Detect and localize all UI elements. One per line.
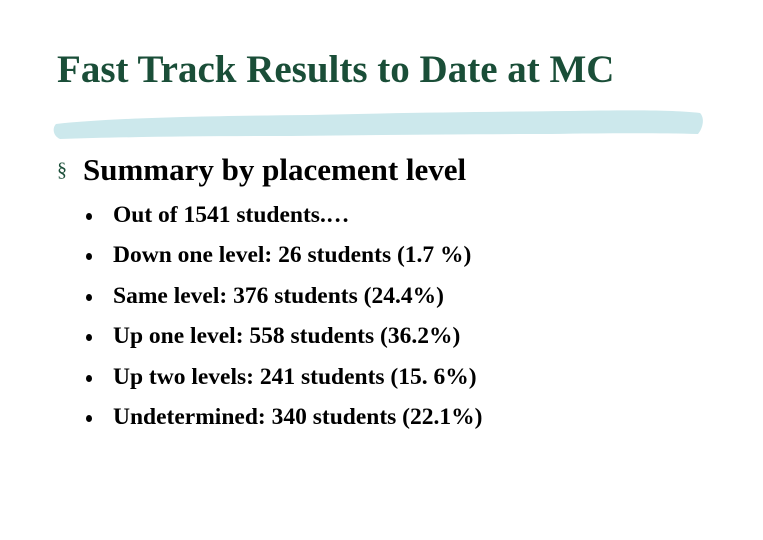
list-item	[86, 282, 482, 325]
list-item-text: Same level: 376 students (24.4%)	[113, 282, 444, 309]
bullet-dot-icon	[86, 375, 92, 382]
bullet-dot-icon	[86, 334, 92, 341]
bullet-dot-icon	[86, 213, 92, 220]
list-item	[86, 403, 483, 446]
list-item-text: Up one level: 558 students (36.2%)	[113, 323, 461, 350]
list-item	[86, 325, 482, 365]
slide-title: Fast Track Results to Date at MC	[57, 48, 615, 91]
summary-bullet	[57, 154, 466, 185]
list-item	[86, 363, 482, 406]
section-bullet-icon: §	[57, 159, 67, 181]
list-item-text: Down one level: 26 students (1.7 %)	[113, 242, 472, 269]
results-list	[86, 204, 482, 446]
list-item-text: Undetermined: 340 students (22.1%)	[113, 403, 483, 430]
list-item	[86, 244, 482, 284]
list-item-text: Up two levels: 241 students (15. 6%)	[113, 363, 477, 390]
bullet-dot-icon	[86, 415, 92, 422]
list-item-text: Out of 1541 students.…	[113, 202, 350, 228]
bullet-dot-icon	[86, 253, 92, 260]
title-underline-swoosh	[50, 104, 705, 144]
summary-bullet-text: Summary by placement level	[83, 152, 467, 187]
list-item	[86, 204, 482, 244]
bullet-dot-icon	[86, 294, 92, 301]
